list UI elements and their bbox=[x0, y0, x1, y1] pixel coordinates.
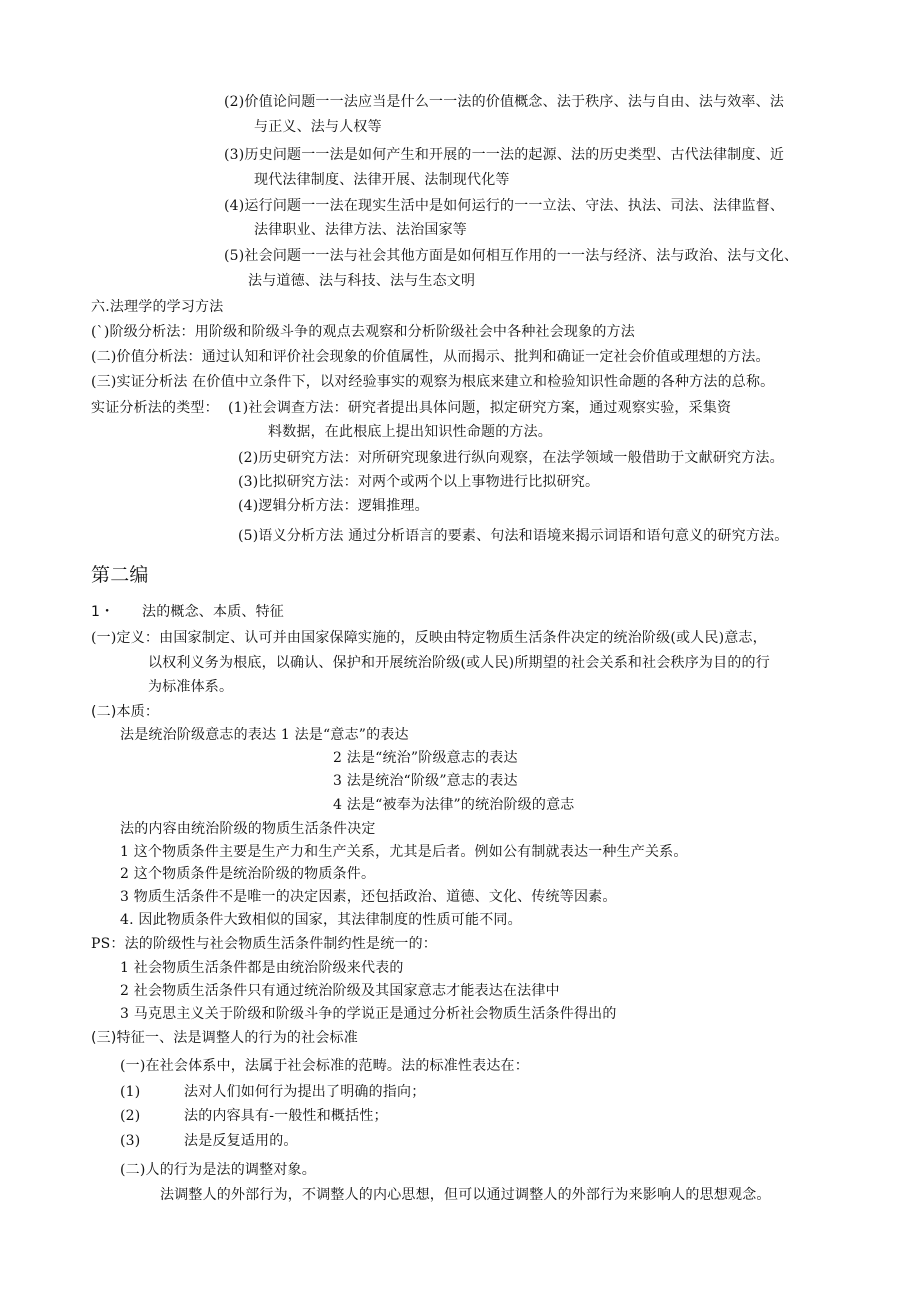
item-number: (1) bbox=[120, 1084, 141, 1100]
chapter-1-number: 1・ bbox=[91, 604, 115, 620]
empirical-type-4: (4)逻辑分析方法：逻辑推理。 bbox=[238, 498, 429, 514]
item-number: (2) bbox=[120, 1108, 141, 1124]
essence-will-4: 4 法是“被奉为法律”的统治阶级的意志 bbox=[333, 797, 575, 813]
method-class-analysis: (`)阶级分析法：用阶级和阶级斗争的观点去观察和分析阶级社会中各种社会现象的方法 bbox=[91, 324, 635, 340]
feature-1-intro: (一)在社会体系中，法属于社会标准的范畴。法的标准性表达在： bbox=[120, 1058, 529, 1074]
feature-2-text: 法调整人的外部行为，不调整人的内心思想，但可以通过调整人的外部行为来影响人的思想观念。 bbox=[160, 1187, 771, 1203]
empirical-type-3: (3)比拟研究方法：对两个或两个以上事物进行比拟研究。 bbox=[238, 474, 600, 490]
content-condition-4: 4. 因此物质条件大致相似的国家，其法律制度的性质可能不同。 bbox=[120, 912, 522, 928]
ps-point-2: 2 社会物质生活条件只有通过统治阶级及其国家意志才能表达在法律中 bbox=[120, 983, 560, 999]
question-4-line1: (4)运行问题一一法在现实生活中是如何运行的一一立法、守法、执法、司法、法律监督、 bbox=[224, 198, 785, 214]
chapter-1-title: 法的概念、本质、特征 bbox=[142, 604, 284, 620]
essence-title: (二)本质： bbox=[91, 704, 160, 720]
essence-will-1: 法是统治阶级意志的表达 1 法是“意志”的表达 bbox=[120, 727, 409, 743]
ps-note: PS：法的阶级性与社会物质生活条件制约性是统一的： bbox=[91, 936, 438, 952]
question-5-line1: (5)社会问题一一法与社会其他方面是如何相互作用的一一法与经济、法与政治、法与文化、 bbox=[224, 248, 799, 264]
feature-1-item-2 bbox=[120, 1106, 388, 1126]
item-text: 法对人们如何行为提出了明确的指向； bbox=[184, 1084, 426, 1100]
essence-will-2: 2 法是“统治”阶级意志的表达 bbox=[333, 750, 518, 766]
content-condition-3: 3 物质生活条件不是唯一的决定因素，还包括政治、道德、文化、传统等因素。 bbox=[120, 889, 617, 905]
empirical-type-2: (2)历史研究方法：对所研究现象进行纵向观察，在法学领域一般借助于文献研究方法。 bbox=[238, 450, 784, 466]
empirical-types-label: 实证分析法的类型： bbox=[91, 400, 219, 416]
item-text: 法的内容具有-一般性和概括性； bbox=[184, 1108, 388, 1124]
question-2-line2: 与正义、法与人权等 bbox=[254, 119, 382, 135]
content-conditions-title: 法的内容由统治阶级的物质生活条件决定 bbox=[120, 821, 376, 837]
item-number: (3) bbox=[120, 1133, 141, 1149]
method-empirical-analysis: (三)实证分析法 在价值中立条件下，以对经验事实的观察为根底来建立和检验知识性命题的各种方法的总称。 bbox=[91, 374, 775, 390]
question-3-line2: 现代法律制度、法律开展、法制现代化等 bbox=[254, 172, 510, 188]
part-2-title: 第二编 bbox=[91, 564, 149, 586]
content-condition-2: 2 这个物质条件是统治阶级的物质条件。 bbox=[120, 866, 376, 882]
essence-will-3: 3 法是统治“阶级”意志的表达 bbox=[333, 773, 518, 789]
features-title: (三)特征 bbox=[91, 1030, 145, 1046]
ps-point-1: 1 社会物质生活条件都是由统治阶级来代表的 bbox=[120, 960, 404, 976]
content-condition-1: 1 这个物质条件主要是生产力和生产关系，尤其是后者。例如公有制就表达一种生产关系。 bbox=[120, 844, 688, 860]
empirical-type-1-line2: 料数据，在此根底上提出知识性命题的方法。 bbox=[268, 424, 552, 440]
definition-line2: 以权利义务为根底，以确认、保护和开展统治阶级(或人民)所期望的社会关系和社会秩序为目的的行 bbox=[148, 655, 770, 671]
question-2-line1: (2)价值论问题一一法应当是什么一一法的价值概念、法于秩序、法与自由、法与效率、法 bbox=[224, 94, 785, 110]
section-6-title: 六.法理学的学习方法 bbox=[91, 299, 224, 315]
question-5-line2: 法与道德、法与科技、法与生态文明 bbox=[248, 273, 476, 289]
method-value-analysis: (二)价值分析法：通过认知和评价社会现象的价值属性，从而揭示、批判和确证一定社会价值或理想的方法。 bbox=[91, 349, 770, 365]
feature-1-item-1 bbox=[120, 1082, 425, 1102]
definition-line3: 为标准体系。 bbox=[148, 679, 234, 695]
features-heading bbox=[91, 1028, 358, 1048]
feature-2-intro: (二)人的行为是法的调整对象。 bbox=[120, 1162, 316, 1178]
definition-line1: (一)定义：由国家制定、认可并由国家保障实施的，反映由特定物质生活条件决定的统治阶级(或人民)意志， bbox=[91, 630, 767, 646]
question-4-line2: 法律职业、法律方法、法治国家等 bbox=[254, 222, 467, 238]
empirical-type-1-line1: (1)社会调查方法：研究者提出具体问题，拟定研究方案，通过观察实验，采集资 bbox=[228, 400, 732, 416]
question-3-line1: (3)历史问题一一法是如何产生和开展的一一法的起源、法的历史类型、古代法律制度、近 bbox=[224, 147, 785, 163]
feature-1-item-3 bbox=[120, 1131, 298, 1151]
feature-1-title: 一、法是调整人的行为的社会标准 bbox=[144, 1030, 358, 1046]
empirical-type-5: (5)语义分析方法 通过分析语言的要素、句法和语境来揭示词语和语句意义的研究方法。 bbox=[238, 528, 789, 544]
item-text: 法是反复适用的。 bbox=[184, 1133, 298, 1149]
ps-point-3: 3 马克思主义关于阶级和阶级斗争的学说正是通过分析社会物质生活条件得出的 bbox=[120, 1006, 617, 1022]
